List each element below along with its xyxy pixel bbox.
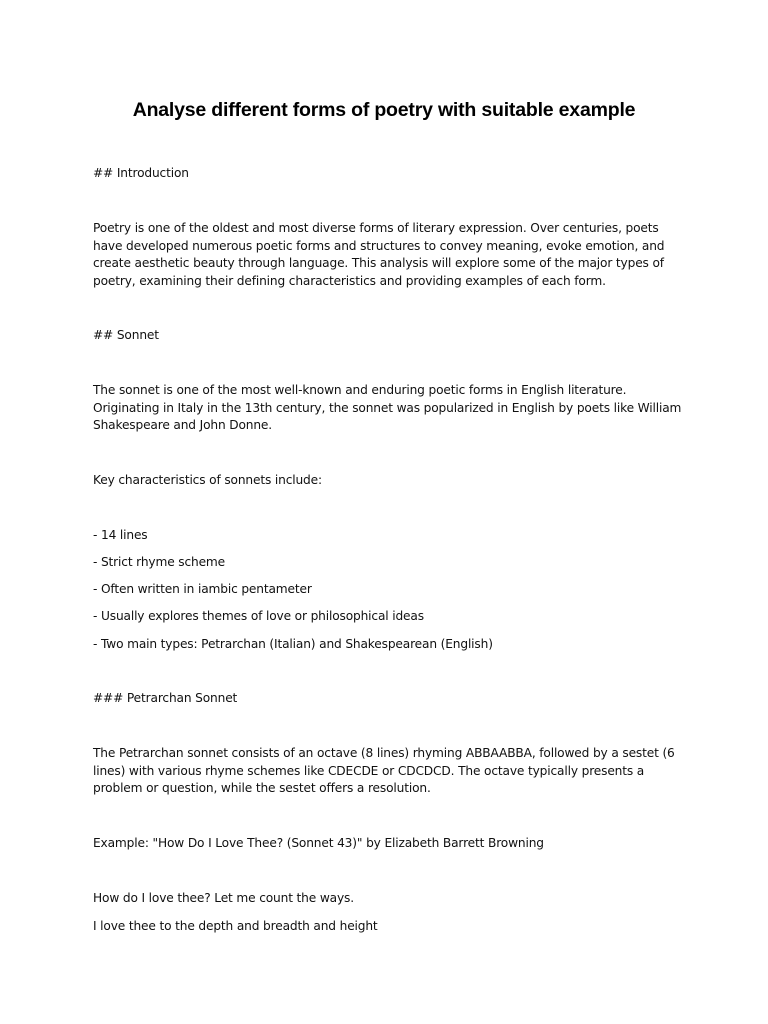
characteristic-item: - Usually explores themes of love or philosophical ideas <box>93 609 424 623</box>
characteristic-item: - Two main types: Petrarchan (Italian) and Shakespearean (English) <box>93 637 493 651</box>
petrarchan-paragraph: The Petrarchan sonnet consists of an octave (8 lines) rhyming ABBAABBA, followed by a sestet (6 lines) with various rhyme schemes like CDECDE or CDCDCD. The octave typically presents a problem or question, while the sestet offers a resolution. <box>93 746 675 796</box>
characteristics-intro: Key characteristics of sonnets include: <box>93 473 322 487</box>
poem-line: I love thee to the depth and breadth and height <box>93 919 378 933</box>
sonnet-paragraph: The sonnet is one of the most well-known and enduring poetic forms in English literature. Originating in Italy in the 13th century, the sonnet was popularized in English by poets like William Shakespeare and John Donne. <box>93 383 682 433</box>
example-line: Example: "How Do I Love Thee? (Sonnet 43)" by Elizabeth Barrett Browning <box>93 836 544 850</box>
introduction-heading: ## Introduction <box>93 166 189 180</box>
petrarchan-heading: ### Petrarchan Sonnet <box>93 691 238 705</box>
introduction-paragraph: Poetry is one of the oldest and most diverse forms of literary expression. Over centuries, poets have developed numerous poetic forms and structures to convey meaning, evoke emotion, and create aesthetic beauty through language. This analysis will explore some of the major types of poetry, examining their defining characteristics and providing examples of each form. <box>93 221 665 288</box>
poem-line: How do I love thee? Let me count the ways. <box>93 891 354 905</box>
document-title: Analyse different forms of poetry with suitable example <box>132 99 636 121</box>
characteristic-item: - Strict rhyme scheme <box>93 555 226 569</box>
sonnet-heading: ## Sonnet <box>93 328 159 342</box>
characteristic-item: - 14 lines <box>93 528 148 542</box>
characteristic-item: - Often written in iambic pentameter <box>93 582 312 596</box>
